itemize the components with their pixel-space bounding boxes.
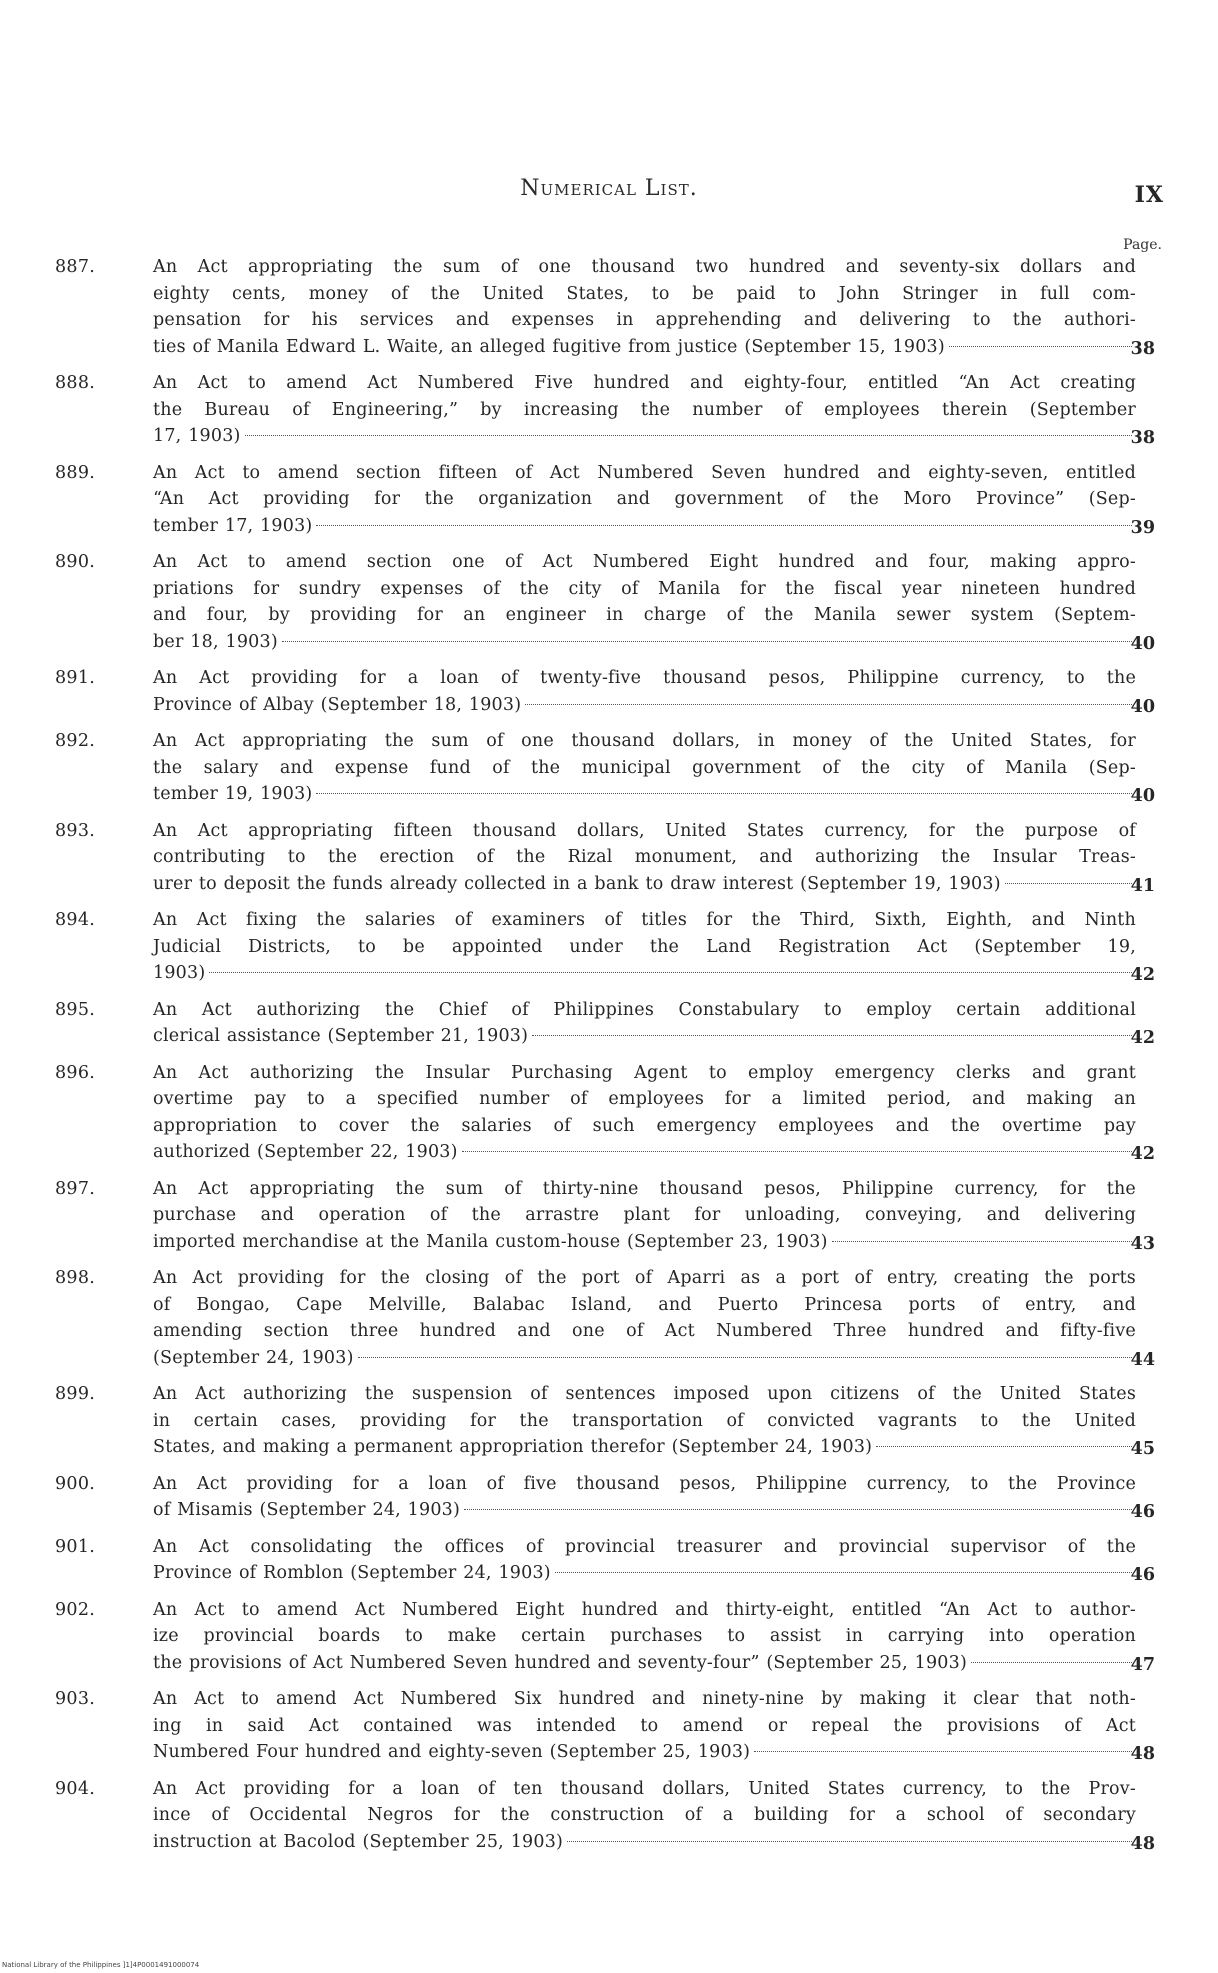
act-date-line: imported merchandise at the Manila custom-house (September 23, 1903) xyxy=(153,1231,828,1252)
act-date-line: States, and making a permanent appropriation therefor (September 24, 1903) xyxy=(153,1437,873,1457)
act-number: 899. xyxy=(55,1384,96,1404)
act-description xyxy=(153,1597,1136,1677)
act-number: 889. xyxy=(55,462,96,483)
leader-dots xyxy=(949,346,1132,347)
act-description-line: ing in said Act contained was intended to amend or repeal the provisions of Act xyxy=(153,1715,1136,1736)
page-reference: 41 xyxy=(1130,875,1155,896)
footer-credit: National Library of the Philippines ]1]4P0001491000074 xyxy=(2,1961,200,1969)
act-description-line: An Act appropriating the sum of one thousand dollars, in money of the United States, for xyxy=(153,731,1136,751)
act-description-last-line xyxy=(153,1023,1136,1050)
leader-dots xyxy=(282,641,1132,642)
page-reference: 40 xyxy=(1130,786,1155,806)
leader-dots xyxy=(209,972,1132,973)
page-reference: 38 xyxy=(1130,338,1155,359)
act-description-line: An Act to amend Act Numbered Six hundred and ninety-nine by making it clear that noth- xyxy=(153,1689,1136,1709)
page-reference: 43 xyxy=(1130,1233,1155,1254)
act-description-line: An Act authorizing the Insular Purchasing Agent to employ emergency clerks and grant xyxy=(153,1062,1136,1083)
act-description xyxy=(153,370,1136,450)
act-description-line: priations for sundry expenses of the city of Manila for the fiscal year nineteen hundred xyxy=(153,578,1136,599)
list-item xyxy=(55,907,1155,987)
act-description xyxy=(153,907,1136,987)
act-description-last-line xyxy=(153,334,1136,361)
leader-dots xyxy=(532,1035,1132,1036)
act-description-line: An Act appropriating the sum of one thousand two hundred and seventy-six dollars and xyxy=(153,257,1136,277)
act-description xyxy=(153,728,1136,808)
leader-dots xyxy=(832,1241,1132,1242)
act-description xyxy=(153,997,1136,1050)
page-reference: 48 xyxy=(1130,1744,1155,1764)
page-reference: 44 xyxy=(1130,1349,1155,1370)
act-description xyxy=(153,254,1136,360)
act-number: 901. xyxy=(55,1536,96,1557)
act-description-line: and four, by providing for an engineer in charge of the Manila sewer system (Septem- xyxy=(153,605,1136,625)
leader-dots xyxy=(245,435,1132,436)
page-reference: 42 xyxy=(1130,1144,1155,1164)
act-description-line: ize provincial boards to make certain purchases to assist in carrying into operation xyxy=(153,1626,1136,1646)
act-description-line: An Act authorizing the suspension of sentences imposed upon citizens of the United States xyxy=(153,1384,1136,1404)
leader-dots xyxy=(462,1151,1132,1152)
list-item xyxy=(55,460,1155,540)
act-description-line: An Act to amend section fifteen of Act Numbered Seven hundred and eighty-seven, entitled xyxy=(153,462,1136,483)
act-description-line: An Act providing for a loan of ten thousand dollars, United States currency, to the Prov- xyxy=(153,1778,1136,1799)
page-reference: 40 xyxy=(1130,696,1155,717)
page-column-label: Page. xyxy=(1123,237,1162,253)
page-number: IX xyxy=(1134,182,1164,208)
act-description xyxy=(153,818,1136,898)
page-title: Numerical List. xyxy=(520,176,698,201)
act-date-line: of Misamis (September 24, 1903) xyxy=(153,1500,461,1520)
act-description-line: the salary and expense fund of the municipal government of the city of Manila (Sep- xyxy=(153,757,1136,778)
act-description xyxy=(153,1176,1136,1256)
act-description xyxy=(153,1060,1136,1166)
act-number: 903. xyxy=(55,1689,96,1709)
leader-dots xyxy=(555,1572,1132,1573)
leader-dots xyxy=(316,525,1132,526)
act-description-line: contributing to the erection of the Rizal monument, and authorizing the Insular Treas- xyxy=(153,847,1136,867)
act-description-last-line xyxy=(153,871,1136,898)
act-description-last-line xyxy=(153,1345,1136,1372)
act-date-line: Province of Albay (September 18, 1903) xyxy=(153,694,522,715)
act-date-line: the provisions of Act Numbered Seven hundred and seventy-four” (September 25, 1903) xyxy=(153,1652,968,1673)
list-item xyxy=(55,549,1155,655)
list-item xyxy=(55,728,1155,808)
page-reference: 42 xyxy=(1130,1028,1155,1048)
act-description-line: An Act to amend section one of Act Numbered Eight hundred and four, making appro- xyxy=(153,552,1136,572)
page-reference: 45 xyxy=(1130,1439,1155,1459)
act-date-line: tember 19, 1903) xyxy=(153,784,313,804)
list-item xyxy=(55,1776,1155,1856)
leader-dots xyxy=(567,1841,1132,1842)
leader-dots xyxy=(971,1662,1132,1663)
act-description-last-line xyxy=(153,423,1136,450)
list-item xyxy=(55,1471,1155,1524)
act-description xyxy=(153,460,1136,540)
act-number: 895. xyxy=(55,999,96,1020)
act-description-line: appropriation to cover the salaries of such emergency employees and the overtime pay xyxy=(153,1115,1136,1136)
act-description-last-line xyxy=(153,1497,1136,1524)
act-date-line: tember 17, 1903) xyxy=(153,515,313,536)
page-reference: 46 xyxy=(1130,1502,1155,1522)
act-description xyxy=(153,665,1136,718)
list-item xyxy=(55,997,1155,1050)
act-date-line: ties of Manila Edward L. Waite, an alleged fugitive from justice (September 15, 1903) xyxy=(153,336,945,357)
act-number: 902. xyxy=(55,1599,96,1620)
act-description-line: An Act providing for the closing of the port of Aparri as a port of entry, creating the ports xyxy=(153,1268,1136,1288)
list-item xyxy=(55,665,1155,718)
acts-list xyxy=(55,254,1155,1865)
act-description xyxy=(153,1686,1136,1766)
act-description-line: amending section three hundred and one of Act Numbered Three hundred and fifty-five xyxy=(153,1321,1136,1341)
act-description-line: An Act consolidating the offices of provincial treasurer and provincial supervisor of the xyxy=(153,1536,1136,1557)
leader-dots xyxy=(464,1509,1132,1510)
act-description xyxy=(153,1534,1136,1587)
page-reference: 47 xyxy=(1130,1654,1155,1675)
act-description-line: the Bureau of Engineering,” by increasing the number of employees therein (September xyxy=(153,399,1136,420)
act-description-line: of Bongao, Cape Melville, Balabac Island, and Puerto Princesa ports of entry, and xyxy=(153,1294,1136,1315)
act-date-line: authorized (September 22, 1903) xyxy=(153,1142,458,1162)
act-date-line: (September 24, 1903) xyxy=(153,1347,354,1368)
act-date-line: Numbered Four hundred and eighty-seven (September 25, 1903) xyxy=(153,1742,751,1762)
act-date-line: instruction at Bacolod (September 25, 1903) xyxy=(153,1831,564,1852)
act-number: 897. xyxy=(55,1178,96,1199)
leader-dots xyxy=(316,793,1132,794)
act-number: 888. xyxy=(55,373,96,393)
act-date-line: clerical assistance (September 21, 1903) xyxy=(153,1026,529,1046)
act-description-line: An Act appropriating fifteen thousand dollars, United States currency, for the purpose of xyxy=(153,820,1136,841)
list-item xyxy=(55,1176,1155,1256)
act-description-line: An Act providing for a loan of twenty-five thousand pesos, Philippine currency, to the xyxy=(153,668,1136,688)
act-description-line: An Act authorizing the Chief of Philippines Constabulary to employ certain additional xyxy=(153,999,1136,1020)
act-description-line: An Act fixing the salaries of examiners of titles for the Third, Sixth, Eighth, and Ninth xyxy=(153,910,1136,930)
page-reference: 40 xyxy=(1130,633,1155,654)
act-description xyxy=(153,549,1136,655)
act-date-line: Province of Romblon (September 24, 1903) xyxy=(153,1563,551,1583)
act-description-last-line xyxy=(153,1229,1136,1256)
act-description-last-line xyxy=(153,692,1136,719)
leader-dots xyxy=(358,1357,1132,1358)
act-number: 891. xyxy=(55,668,96,688)
leader-dots xyxy=(525,704,1132,705)
act-description-line: An Act providing for a loan of five thousand pesos, Philippine currency, to the Province xyxy=(153,1473,1136,1494)
page-reference: 46 xyxy=(1130,1565,1155,1585)
act-number: 898. xyxy=(55,1268,96,1288)
act-description-line: ince of Occidental Negros for the construction of a building for a school of secondary xyxy=(153,1805,1136,1825)
act-number: 890. xyxy=(55,552,96,572)
act-number: 904. xyxy=(55,1778,96,1799)
act-description-line: An Act to amend Act Numbered Eight hundred and thirty-eight, entitled “An Act to author- xyxy=(153,1599,1136,1620)
act-number: 892. xyxy=(55,731,96,751)
act-description-line: pensation for his services and expenses in apprehending and delivering to the authori- xyxy=(153,310,1136,330)
page-reference: 39 xyxy=(1130,517,1155,538)
list-item xyxy=(55,1265,1155,1371)
act-description-last-line xyxy=(153,1139,1136,1166)
act-description-line: An Act appropriating the sum of thirty-nine thousand pesos, Philippine currency, for the xyxy=(153,1178,1136,1199)
act-description-line: Judicial Districts, to be appointed under the Land Registration Act (September 19, xyxy=(153,936,1136,957)
list-item xyxy=(55,1060,1155,1166)
leader-dots xyxy=(1005,883,1132,884)
act-description-last-line xyxy=(153,1560,1136,1587)
act-description xyxy=(153,1776,1136,1856)
act-description-line: An Act to amend Act Numbered Five hundred and eighty-four, entitled “An Act creating xyxy=(153,373,1136,393)
page-reference: 48 xyxy=(1130,1833,1155,1854)
act-description-last-line xyxy=(153,513,1136,540)
act-number: 894. xyxy=(55,910,96,930)
act-description-last-line xyxy=(153,781,1136,808)
leader-dots xyxy=(876,1446,1132,1447)
leader-dots xyxy=(754,1751,1132,1752)
list-item xyxy=(55,1534,1155,1587)
act-number: 887. xyxy=(55,257,96,277)
list-item xyxy=(55,370,1155,450)
act-description-last-line xyxy=(153,1739,1136,1766)
page-reference: 38 xyxy=(1130,428,1155,448)
act-number: 893. xyxy=(55,820,96,841)
act-description xyxy=(153,1471,1136,1524)
act-description-last-line xyxy=(153,629,1136,656)
list-item xyxy=(55,1597,1155,1677)
act-number: 900. xyxy=(55,1473,96,1494)
act-date-line: 1903) xyxy=(153,963,206,983)
list-item xyxy=(55,1686,1155,1766)
act-description-line: overtime pay to a specified number of employees for a limited period, and making an xyxy=(153,1089,1136,1109)
act-description-line: purchase and operation of the arrastre plant for unloading, conveying, and delivering xyxy=(153,1205,1136,1225)
act-description xyxy=(153,1265,1136,1371)
act-description-line: eighty cents, money of the United States, to be paid to John Stringer in full com- xyxy=(153,283,1136,304)
act-date-line: ber 18, 1903) xyxy=(153,631,278,652)
page-reference: 42 xyxy=(1130,965,1155,985)
act-description-line: in certain cases, providing for the transportation of convicted vagrants to the United xyxy=(153,1410,1136,1431)
act-description-last-line xyxy=(153,1434,1136,1461)
act-date-line: 17, 1903) xyxy=(153,426,241,446)
act-number: 896. xyxy=(55,1062,96,1083)
act-date-line: urer to deposit the funds already collected in a bank to draw interest (September 19, 1903) xyxy=(153,873,1001,894)
act-description-line: “An Act providing for the organization and government of the Moro Province” (Sep- xyxy=(153,489,1136,509)
act-description-last-line xyxy=(153,1829,1136,1856)
act-description-last-line xyxy=(153,960,1136,987)
list-item xyxy=(55,254,1155,360)
list-item xyxy=(55,818,1155,898)
act-description xyxy=(153,1381,1136,1461)
list-item xyxy=(55,1381,1155,1461)
act-description-last-line xyxy=(153,1650,1136,1677)
